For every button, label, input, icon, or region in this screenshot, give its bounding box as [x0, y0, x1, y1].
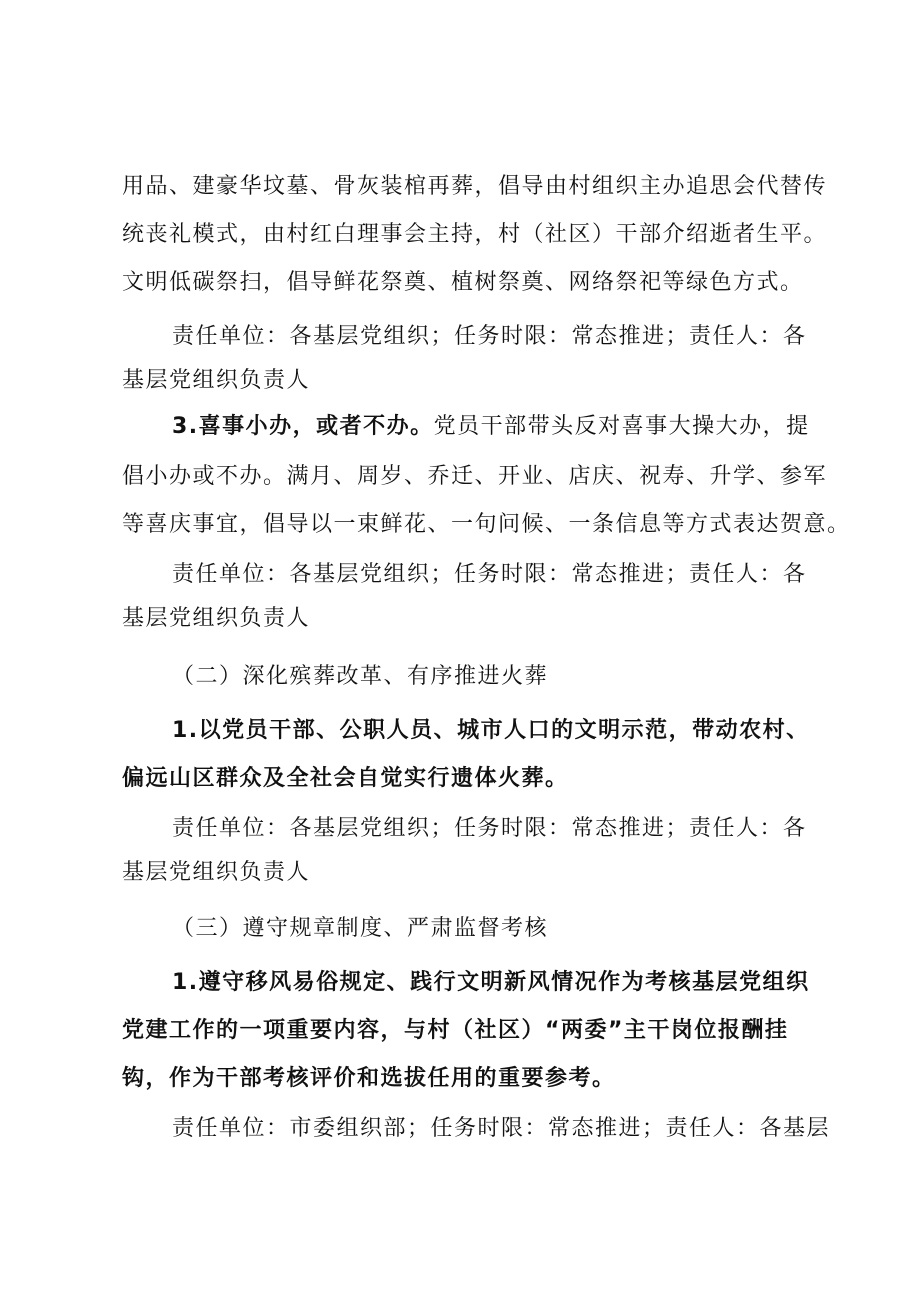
item-heading-line — [172, 412, 810, 442]
paragraph-line: 统丧礼模式，由村红白理事会主持，村（社区）干部介绍逝者生平。 — [122, 222, 828, 247]
responsibility-line: 责任单位：市委组织部；任务时限：常态推进；责任人：各基层 — [172, 1116, 831, 1141]
responsibility-line: 基层党组织负责人 — [122, 860, 311, 885]
bold-item-line: 党建工作的一项重要内容，与村（社区）“两委”主干岗位报酬挂 — [122, 1018, 789, 1043]
bold-item-line: 偏远山区群众及全社会自觉实行遗体火葬。 — [122, 766, 569, 791]
responsibility-line: 责任单位：各基层党组织；任务时限：常态推进；责任人：各 — [172, 562, 807, 587]
responsibility-line: 责任单位：各基层党组织；任务时限：常态推进；责任人：各 — [172, 324, 807, 349]
paragraph-line: 文明低碳祭扫，倡导鲜花祭奠、植树祭奠、网络祭祀等绿色方式。 — [122, 270, 804, 295]
item-heading-lead: 3.喜事小办，或者不办。 — [172, 414, 434, 439]
paragraph-line: 等喜庆事宜，倡导以一束鲜花、一句问候、一条信息等方式表达贺意。 — [122, 512, 851, 537]
responsibility-line: 基层党组织负责人 — [122, 368, 311, 393]
paragraph-line: 倡小办或不办。满月、周岁、乔迁、开业、店庆、祝寿、升学、参军 — [122, 464, 828, 489]
bold-item-line: 1.以党员干部、公职人员、城市人口的文明示范，带动农村、 — [172, 718, 810, 743]
section-heading: （三）遵守规章制度、严肃监督考核 — [172, 916, 549, 941]
item-heading-rest: 党员干部带头反对喜事大操大办，提 — [433, 414, 810, 439]
paragraph-line: 用品、建豪华坟墓、骨灰装棺再葬，倡导由村组织主办追思会代替传 — [122, 174, 828, 199]
responsibility-line: 基层党组织负责人 — [122, 606, 311, 631]
bold-item-line: 1.遵守移风易俗规定、践行文明新风情况作为考核基层党组织 — [172, 970, 810, 995]
section-heading: （二）深化殡葬改革、有序推进火葬 — [172, 664, 549, 689]
responsibility-line: 责任单位：各基层党组织；任务时限：常态推进；责任人：各 — [172, 816, 807, 841]
bold-item-line: 钩，作为干部考核评价和选拔任用的重要参考。 — [122, 1066, 616, 1091]
